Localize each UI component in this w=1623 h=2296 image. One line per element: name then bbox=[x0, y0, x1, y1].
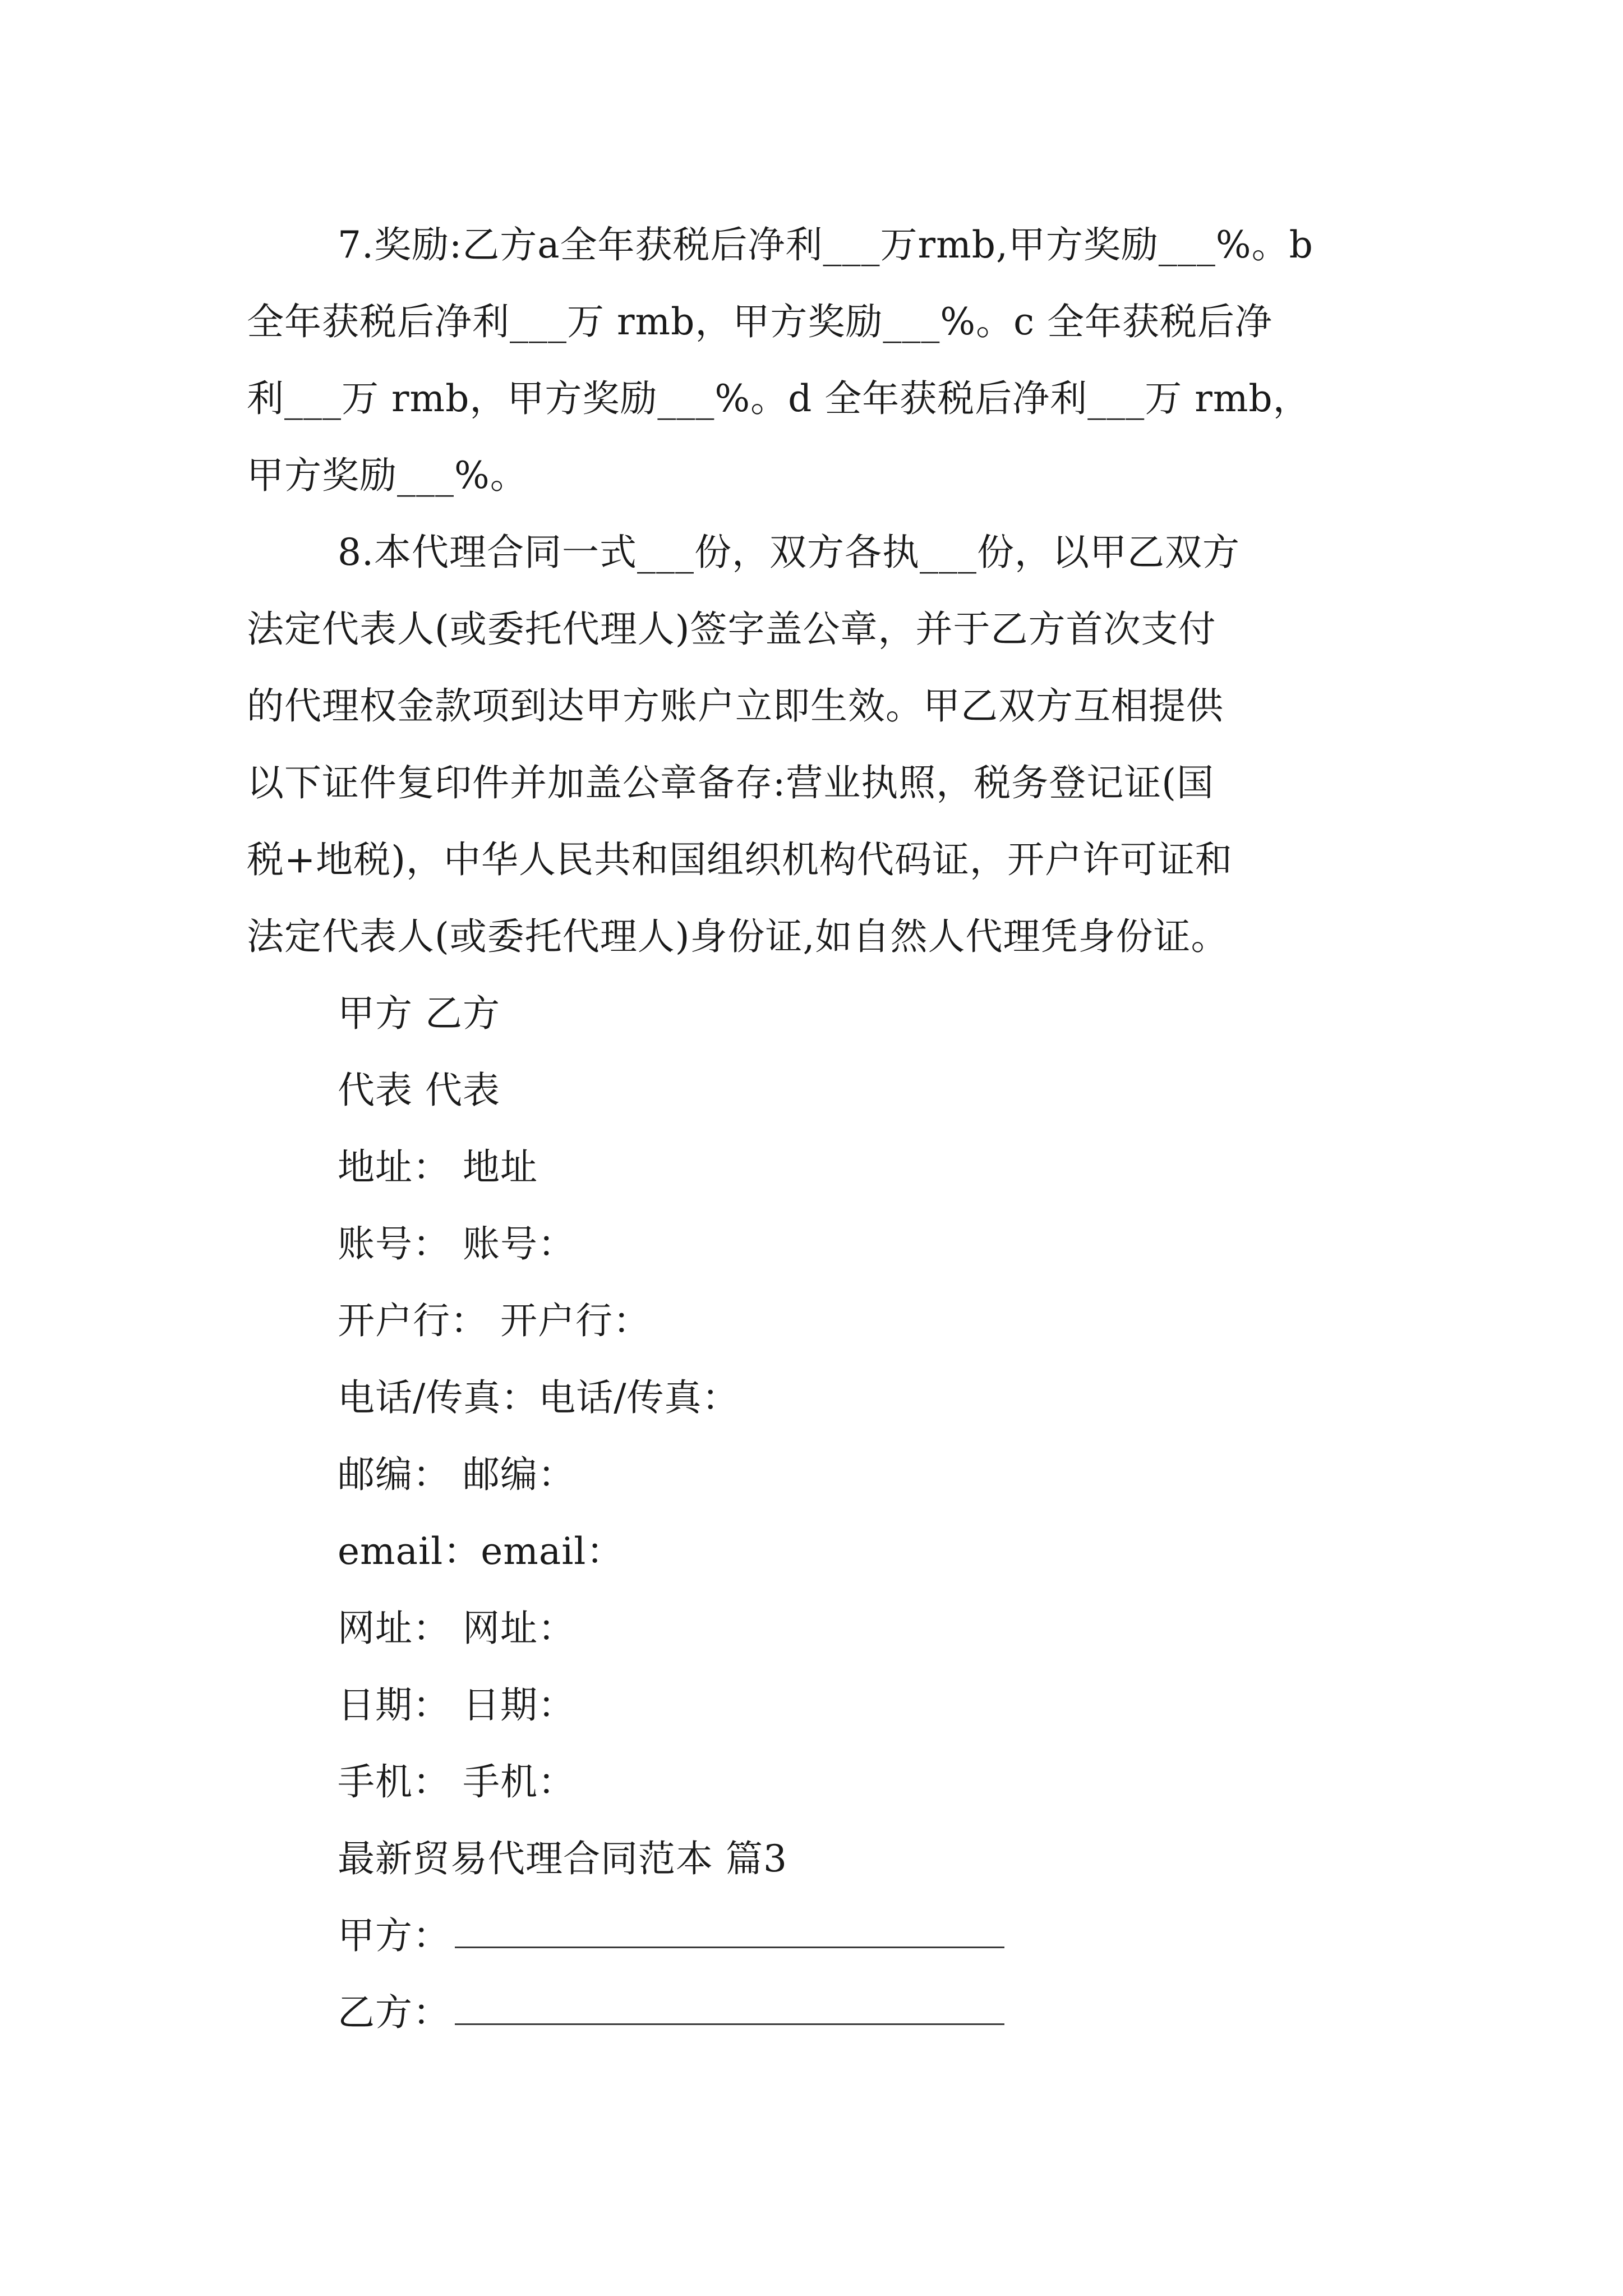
clause-8-line-2: 法定代表人(或委托代理人)签字盖公章，并于乙方首次支付 bbox=[247, 608, 1216, 651]
clause-8-line-6: 法定代表人(或委托代理人)身份证,如自然人代理凭身份证。 bbox=[247, 915, 1229, 958]
clause-7-line-1: 7.奖励:乙方a全年获税后净利___万rmb,甲方奖励___%。b bbox=[338, 223, 1313, 266]
party-a-blank-line bbox=[455, 1913, 1004, 1948]
clause-7-line-4: 甲方奖励___%。 bbox=[247, 454, 528, 497]
party-a-label: 甲方： bbox=[338, 1914, 450, 1957]
signature-row-date: 日期： 日期： bbox=[338, 1683, 575, 1727]
signature-row-representative: 代表 代表 bbox=[338, 1069, 500, 1112]
party-b-row bbox=[247, 1974, 1380, 2051]
party-b-blank-line bbox=[455, 1990, 1004, 2025]
clause-8-line-3: 的代理权金款项到达甲方账户立即生效。甲乙双方互相提供 bbox=[247, 684, 1224, 728]
clause-7-line-3: 利___万 rmb，甲方奖励___%。d 全年获税后净利___万 rmb， bbox=[247, 377, 1311, 420]
signature-row-bank: 开户行： 开户行： bbox=[338, 1299, 651, 1342]
signature-row-email: email：email： bbox=[338, 1530, 624, 1573]
signature-row-address: 地址： 地址 bbox=[338, 1145, 538, 1189]
signature-row-mobile: 手机： 手机： bbox=[338, 1760, 575, 1803]
signature-row-parties: 甲方 乙方 bbox=[338, 992, 500, 1035]
signature-row-account: 账号： 账号： bbox=[338, 1222, 575, 1266]
clause-7-line-2: 全年获税后净利___万 rmb，甲方奖励___%。c 全年获税后净 bbox=[247, 300, 1273, 343]
contract-body bbox=[247, 206, 1380, 2051]
party-a-row bbox=[247, 1897, 1380, 1974]
clause-8-line-5: 税+地税)，中华人民共和国组织机构代码证，开户许可证和 bbox=[247, 838, 1233, 881]
section-title: 最新贸易代理合同范本 篇3 bbox=[338, 1837, 787, 1880]
signature-row-phone-fax: 电话/传真：电话/传真： bbox=[338, 1376, 740, 1419]
clause-8-line-1: 8.本代理合同一式___份，双方各执___份，以甲乙双方 bbox=[338, 531, 1240, 574]
signature-row-website: 网址： 网址： bbox=[338, 1607, 575, 1650]
signature-row-postcode: 邮编： 邮编： bbox=[338, 1453, 575, 1496]
clause-8-line-4: 以下证件复印件并加盖公章备存:营业执照，税务登记证(国 bbox=[247, 761, 1214, 804]
party-b-label: 乙方： bbox=[338, 1991, 450, 2034]
